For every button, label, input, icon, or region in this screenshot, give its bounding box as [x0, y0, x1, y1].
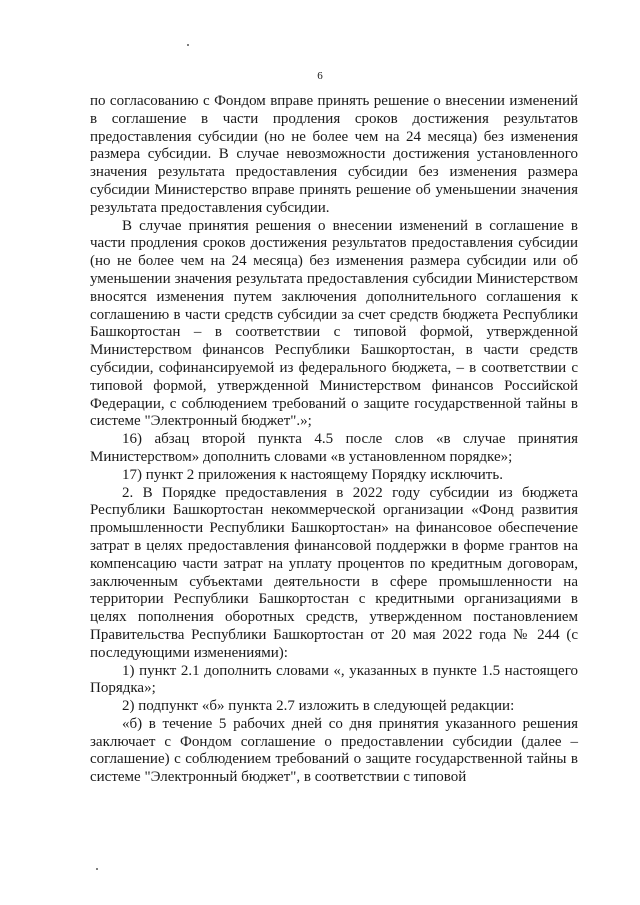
scan-speck [96, 868, 98, 870]
scan-speck [187, 44, 189, 46]
paragraph: «б) в течение 5 рабочих дней со дня принятия указанного решения заключает с Фондом соглашение о предоставлении субсидии (далее – соглашение) с соблюдением требований о защите государственной тайны в системе "Электронный бюджет", в соответствии с типовой [90, 715, 578, 786]
paragraph: 17) пункт 2 приложения к настоящему Порядку исключить. [122, 466, 503, 483]
paragraph: 2) подпункт «б» пункта 2.7 изложить в следующей редакции: [122, 698, 515, 715]
document-body [90, 93, 578, 787]
paragraph: 2. В Порядке предоставления в 2022 году субсидии из бюджета Республики Башкортостан некоммерческой организации «Фонд развития промышленности Республики Башкортостан» на финансовое обеспечение затрат в целях предоставления финансовой поддержки в форме грантов на компенсацию части затрат на уплату процентов по кредитным договорам, заключенным субъектами деятельности в сфере промышленности на территории Республики Башкортостан с кредитными организациями в целях пополнения оборотных средств, утвержденном постановлением Правительства Республики Башкортостан от 20 мая 2022 года № 244 (с последующими изменениями): [90, 484, 578, 661]
paragraph: по согласованию с Фондом вправе принять решение о внесении изменений в соглашение в части продления сроков достижения результатов предоставления субсидии (но не более чем на 24 месяца) без изменения размера субсидии. В случае невозможности достижения установленного значения результата предоставления субсидии без изменения размера субсидии Министерство вправе принять решение об уменьшении значения результата предоставления субсидии. [90, 93, 578, 216]
paragraph: 16) абзац второй пункта 4.5 после слов «в случае принятия Министерством» дополнить словами «в установленном порядке»; [90, 431, 578, 465]
paragraph: В случае принятия решения о внесении изменений в соглашение в части продления сроков достижения результатов предоставления субсидии (но не более чем на 24 месяца) без изменения размера субсидии или об уменьшении значения результата предоставления субсидии Министерством вносятся изменения путем заключения дополнительного соглашения к соглашению в части средств субсидии за счет средств бюджета Республики Башкортостан – в соответствии с типовой формой, утвержденной Министерством финансов Республики Башкортостан, в части средств субсидии, софинансируемой из федерального бюджета, – в соответствии с типовой формой, утвержденной Министерством финансов Российской Федерации, с соблюдением требований о защите государственной тайны в системе "Электронный бюджет".»; [90, 217, 578, 430]
page-number: 6 [317, 70, 323, 82]
paragraph: 1) пункт 2.1 дополнить словами «, указанных в пункте 1.5 настоящего Порядка»; [90, 662, 578, 697]
